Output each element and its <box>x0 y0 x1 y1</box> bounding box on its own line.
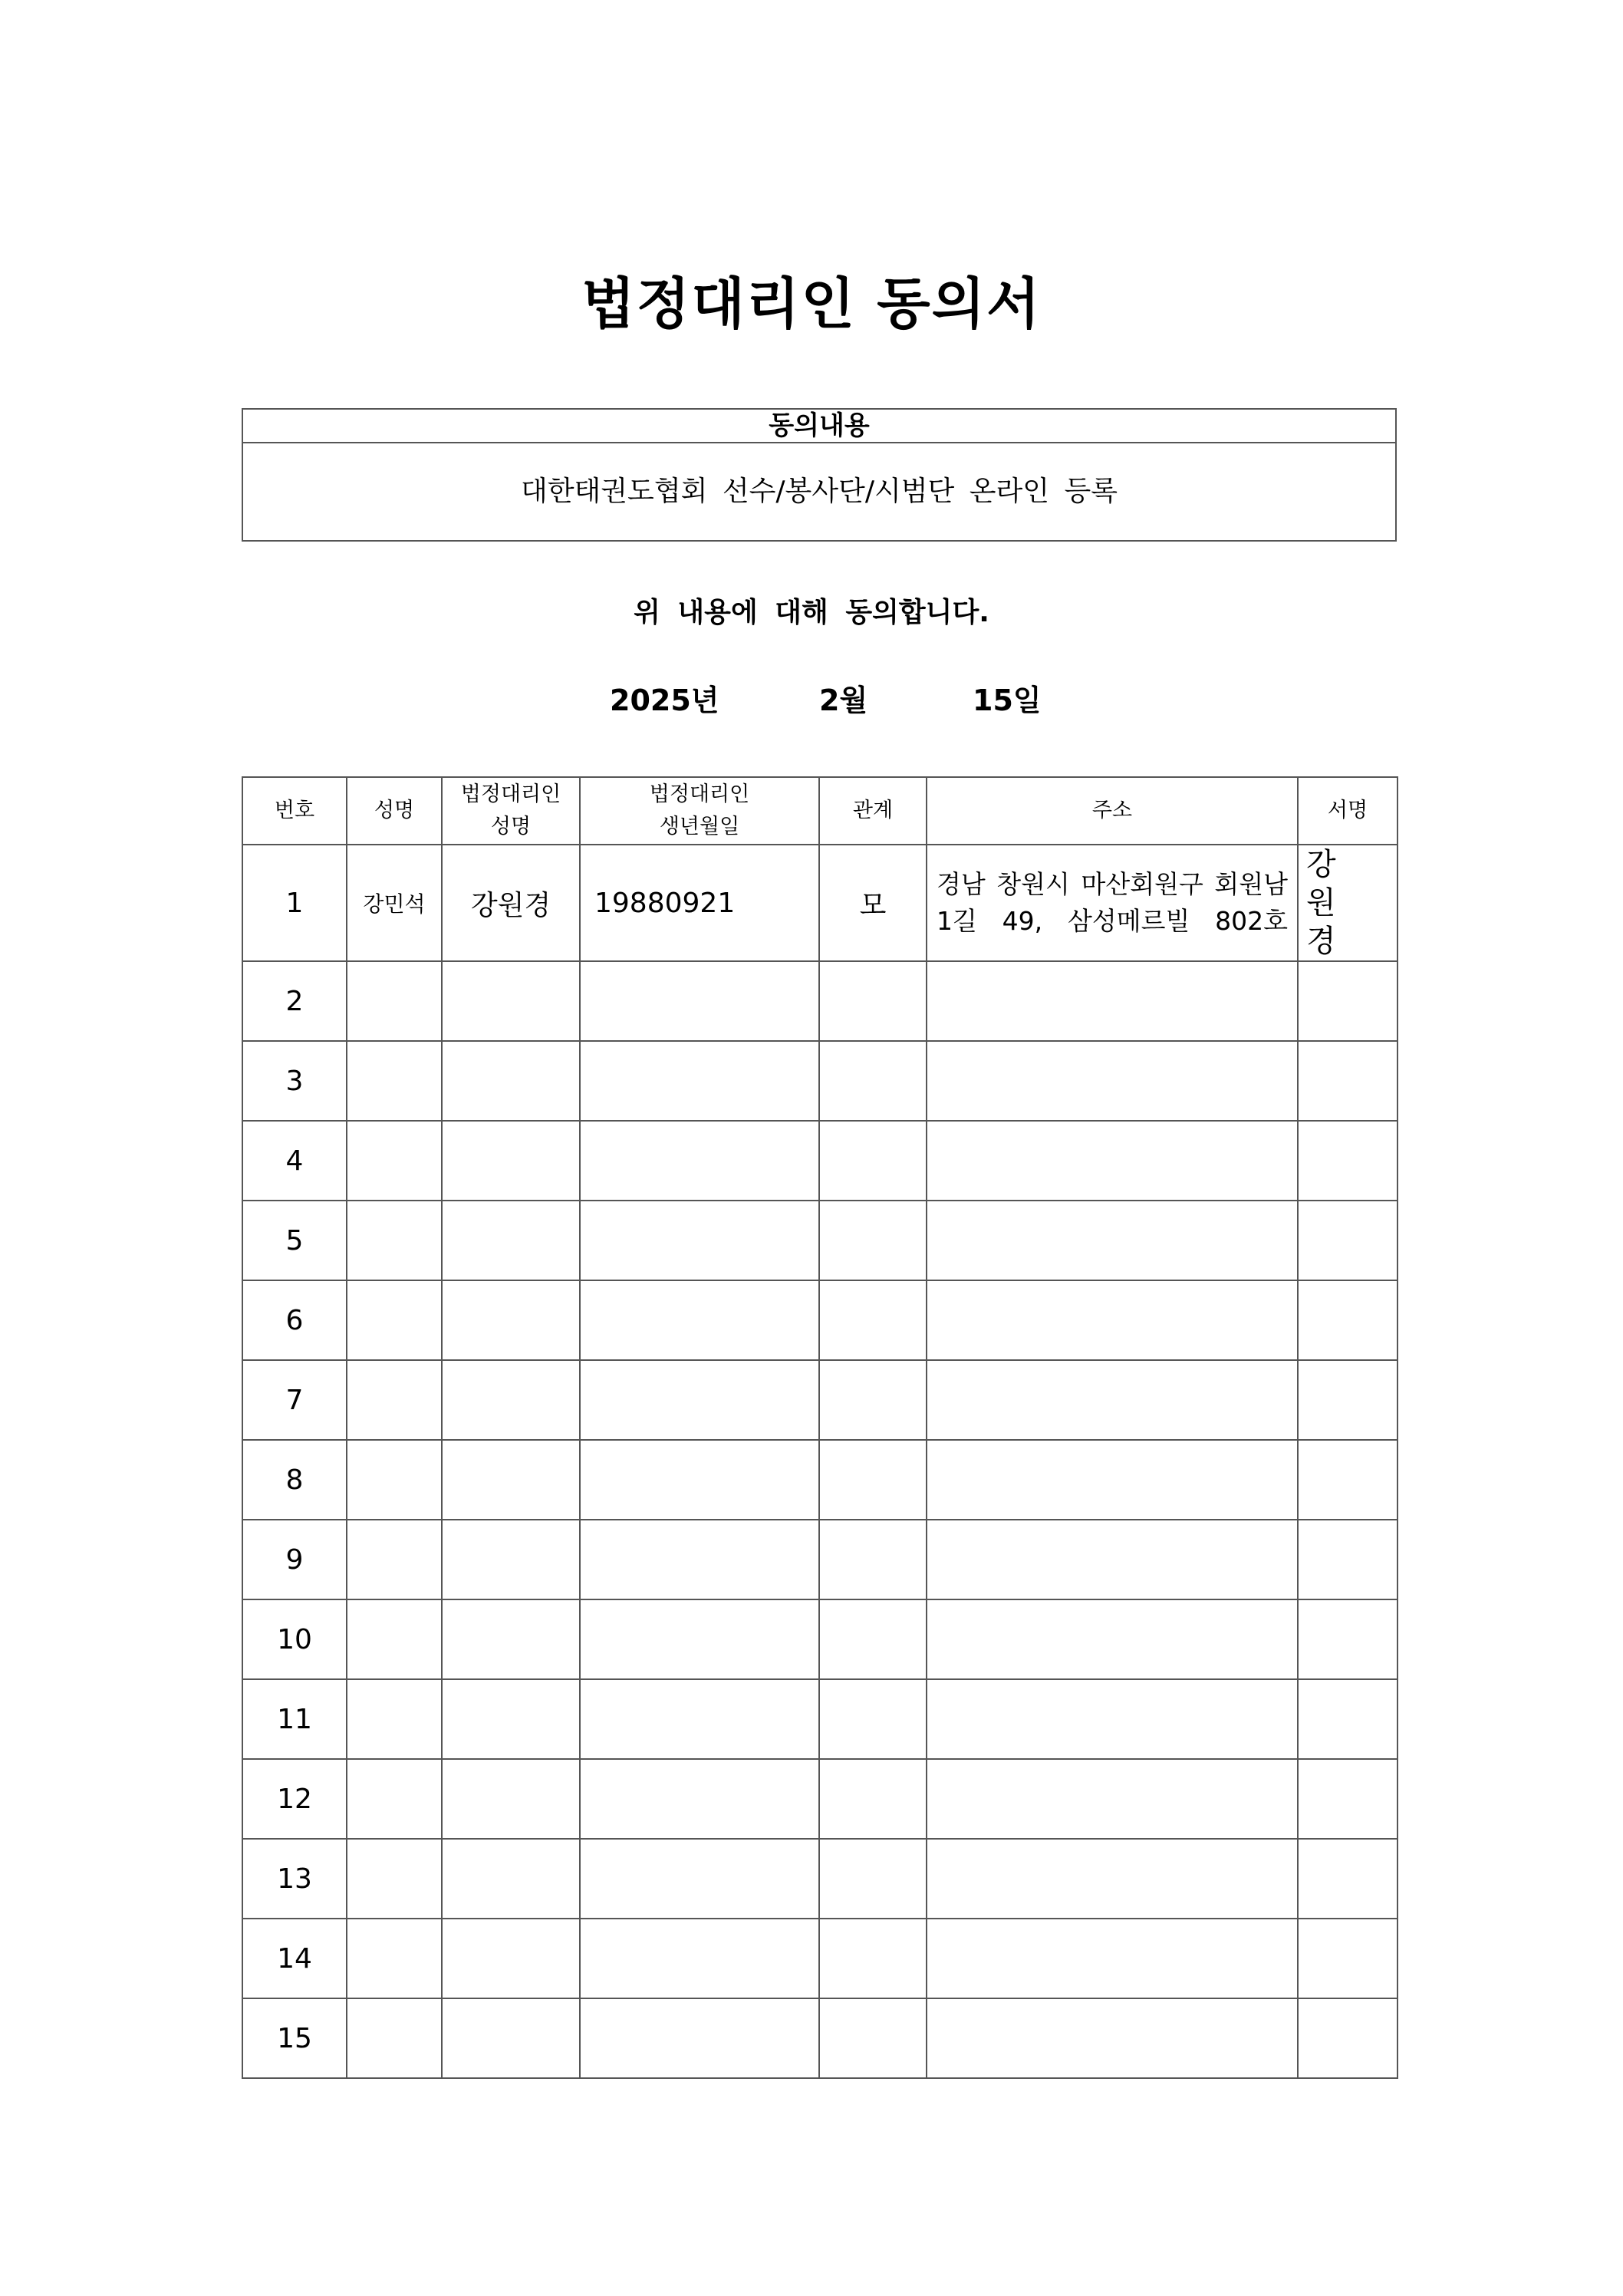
cell-relation <box>819 1201 927 1280</box>
cell-guardian-birth <box>580 1599 819 1679</box>
cell-relation <box>819 1360 927 1440</box>
header-no: 번호 <box>242 777 347 845</box>
cell-no: 4 <box>242 1121 347 1201</box>
table-row <box>242 961 1397 1041</box>
cell-signature: 강원경 <box>1298 845 1397 961</box>
table-row <box>242 1280 1397 1360</box>
cell-address <box>927 1839 1298 1919</box>
cell-guardian-birth <box>580 1839 819 1919</box>
cell-guardian-name <box>442 1759 580 1839</box>
cell-address <box>927 1280 1298 1360</box>
cell-guardian-birth <box>580 1998 819 2078</box>
cell-address <box>927 1599 1298 1679</box>
cell-relation <box>819 1599 927 1679</box>
cell-guardian-name <box>442 1041 580 1121</box>
cell-guardian-birth <box>580 1041 819 1121</box>
header-guardian-name-line2: 성명 <box>490 815 532 838</box>
cell-name <box>347 1280 442 1360</box>
cell-no: 1 <box>242 845 347 961</box>
cell-address <box>927 1360 1298 1440</box>
cell-no: 9 <box>242 1520 347 1599</box>
cell-address <box>927 1201 1298 1280</box>
cell-signature <box>1298 1679 1397 1759</box>
header-address: 주소 <box>927 777 1298 845</box>
cell-signature <box>1298 1121 1397 1201</box>
header-relation: 관계 <box>819 777 927 845</box>
table-row <box>242 1520 1397 1599</box>
table-row <box>242 1839 1397 1919</box>
cell-guardian-name <box>442 1679 580 1759</box>
table-header-row <box>242 777 1397 845</box>
cell-guardian-name <box>442 1599 580 1679</box>
date-month: 2월 <box>819 684 868 717</box>
cell-relation <box>819 1679 927 1759</box>
cell-guardian-birth <box>580 1360 819 1440</box>
table-body <box>242 845 1397 2078</box>
cell-guardian-name <box>442 961 580 1041</box>
cell-name <box>347 1520 442 1599</box>
cell-name <box>347 1360 442 1440</box>
cell-name <box>347 1440 442 1520</box>
cell-signature <box>1298 1280 1397 1360</box>
cell-address <box>927 1759 1298 1839</box>
cell-relation <box>819 1041 927 1121</box>
cell-relation: 모 <box>819 845 927 961</box>
cell-signature <box>1298 1599 1397 1679</box>
header-guardian-name-line1: 법정대리인 <box>460 782 561 806</box>
cell-guardian-name <box>442 1201 580 1280</box>
cell-no: 12 <box>242 1759 347 1839</box>
table-row <box>242 845 1397 961</box>
cell-address <box>927 961 1298 1041</box>
cell-no: 6 <box>242 1280 347 1360</box>
cell-signature <box>1298 1919 1397 1998</box>
cell-no: 7 <box>242 1360 347 1440</box>
signers-table <box>242 776 1398 2079</box>
cell-relation <box>819 1280 927 1360</box>
cell-no: 14 <box>242 1919 347 1998</box>
cell-relation <box>819 961 927 1041</box>
cell-relation <box>819 1839 927 1919</box>
cell-address <box>927 1998 1298 2078</box>
cell-name <box>347 1041 442 1121</box>
table-row <box>242 1919 1397 1998</box>
cell-name <box>347 1679 442 1759</box>
table-row <box>242 1121 1397 1201</box>
table-row <box>242 1759 1397 1839</box>
cell-guardian-name <box>442 1998 580 2078</box>
table-row <box>242 1201 1397 1280</box>
consent-content-box <box>242 408 1397 542</box>
cell-guardian-birth <box>580 961 819 1041</box>
consent-header: 동의내용 <box>243 410 1395 443</box>
cell-no: 15 <box>242 1998 347 2078</box>
cell-guardian-birth: 19880921 <box>580 845 819 961</box>
table-row <box>242 1041 1397 1121</box>
cell-no: 13 <box>242 1839 347 1919</box>
cell-address <box>927 1041 1298 1121</box>
header-guardian-birth-line1: 법정대리인 <box>649 782 750 806</box>
cell-no: 2 <box>242 961 347 1041</box>
cell-address <box>927 1121 1298 1201</box>
cell-address <box>927 1919 1298 1998</box>
header-guardian-birth <box>580 777 819 845</box>
cell-guardian-birth <box>580 1440 819 1520</box>
table-row <box>242 1998 1397 2078</box>
cell-name <box>347 1599 442 1679</box>
table-row <box>242 1599 1397 1679</box>
cell-no: 11 <box>242 1679 347 1759</box>
cell-guardian-name <box>442 1280 580 1360</box>
cell-guardian-name <box>442 1919 580 1998</box>
cell-signature <box>1298 1998 1397 2078</box>
cell-no: 8 <box>242 1440 347 1520</box>
cell-relation <box>819 1520 927 1599</box>
cell-signature <box>1298 1440 1397 1520</box>
cell-name: 강민석 <box>347 845 442 961</box>
cell-guardian-birth <box>580 1679 819 1759</box>
document-title: 법정대리인 동의서 <box>581 272 1042 336</box>
cell-no: 3 <box>242 1041 347 1121</box>
cell-relation <box>819 1121 927 1201</box>
cell-relation <box>819 1919 927 1998</box>
cell-relation <box>819 1998 927 2078</box>
cell-address <box>927 1440 1298 1520</box>
cell-signature <box>1298 1041 1397 1121</box>
cell-name <box>347 1201 442 1280</box>
cell-relation <box>819 1759 927 1839</box>
cell-signature <box>1298 1759 1397 1839</box>
header-guardian-birth-line2: 생년월일 <box>659 815 740 838</box>
cell-name <box>347 1121 442 1201</box>
cell-guardian-birth <box>580 1919 819 1998</box>
cell-address <box>927 1679 1298 1759</box>
cell-guardian-birth <box>580 1201 819 1280</box>
header-name: 성명 <box>347 777 442 845</box>
cell-address: 경남 창원시 마산회원구 회원남1길 49, 삼성메르빌 802호 <box>927 845 1298 961</box>
cell-guardian-name <box>442 1360 580 1440</box>
cell-guardian-birth <box>580 1759 819 1839</box>
cell-name <box>347 961 442 1041</box>
agree-statement: 위 내용에 대해 동의합니다. <box>634 597 989 628</box>
cell-signature <box>1298 1520 1397 1599</box>
cell-guardian-birth <box>580 1520 819 1599</box>
cell-name <box>347 1919 442 1998</box>
header-signature: 서명 <box>1298 777 1397 845</box>
cell-signature <box>1298 1201 1397 1280</box>
cell-address <box>927 1520 1298 1599</box>
table-row <box>242 1679 1397 1759</box>
header-guardian-name <box>442 777 580 845</box>
cell-guardian-name <box>442 1121 580 1201</box>
cell-guardian-name: 강원경 <box>442 845 580 961</box>
cell-name <box>347 1998 442 2078</box>
table-row <box>242 1440 1397 1520</box>
cell-guardian-birth <box>580 1280 819 1360</box>
cell-guardian-name <box>442 1520 580 1599</box>
cell-no: 10 <box>242 1599 347 1679</box>
cell-signature <box>1298 1839 1397 1919</box>
cell-name <box>347 1759 442 1839</box>
date-day: 15일 <box>973 684 1042 717</box>
date-year: 2025년 <box>610 684 719 717</box>
cell-signature <box>1298 961 1397 1041</box>
cell-guardian-name <box>442 1440 580 1520</box>
cell-signature <box>1298 1360 1397 1440</box>
cell-relation <box>819 1440 927 1520</box>
consent-body: 대한태권도협회 선수/봉사단/시범단 온라인 등록 <box>520 476 1118 507</box>
table-row <box>242 1360 1397 1440</box>
cell-name <box>347 1839 442 1919</box>
cell-no: 5 <box>242 1201 347 1280</box>
cell-guardian-birth <box>580 1121 819 1201</box>
cell-guardian-name <box>442 1839 580 1919</box>
